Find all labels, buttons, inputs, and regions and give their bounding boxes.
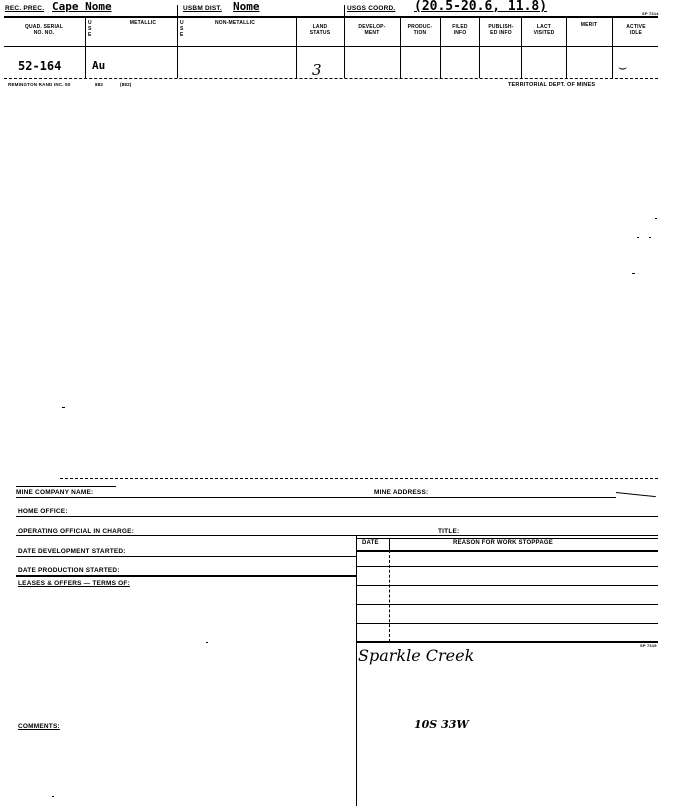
rule-prod-started [16,575,356,577]
rule-official [16,535,658,536]
col-active-idle: ACTIVE IDLE [626,24,646,36]
row-land-status: 3 [312,61,322,79]
form-code-top: SP 7314 [642,11,659,16]
row-quad-serial: 52-164 [18,59,62,73]
operating-official-label: OPERATING OFFICIAL IN CHARGE: [18,528,135,535]
col-metallic: METALLIC [129,20,157,26]
col-last-visited: LACT VISITED [533,24,555,36]
rule-home-office [16,516,658,517]
usgs-coord-label: USGS COORD. [347,5,396,12]
footer-code-1: 882 [95,82,104,87]
divider-9 [566,16,567,78]
rule-company [16,497,616,498]
col-production: PRODUC- TION [407,24,433,36]
divider-7 [479,16,480,78]
usgs-coord-value: (20.5-20.6, 11.8) [414,0,548,14]
divider-8 [521,16,522,78]
divider-2 [177,5,178,78]
usbm-dist-label: USBM DIST. [183,5,222,12]
rule-date-header-top [356,538,658,539]
divider-5 [400,16,401,78]
scan-speck [62,407,65,408]
comments-label: COMMENTS: [18,723,60,730]
scan-speck [206,642,208,643]
reason-column-label: REASON FOR WORK STOPPAGE [453,540,553,546]
date-column-label: DATE [362,540,379,546]
divider-6 [440,16,441,78]
mine-company-name-label: MINE COMPANY NAME: [16,489,94,496]
col-development: DEVELOP- MENT [358,24,386,36]
rec-prec-value: Cape Nome [52,0,112,13]
stoppage-row-4 [356,623,658,624]
back-top-rule [60,478,658,479]
card-bottom-rule [4,78,658,79]
divider-10 [612,16,613,78]
scan-speck [649,237,651,238]
handwritten-location: 10S 33W [414,718,469,731]
header-bottom-rule [4,46,658,47]
col-published-info: PUBLISH- ED INFO [488,24,514,36]
header-top-rule [4,16,658,18]
form-code-bottom: SP 7315 [640,643,657,648]
col-use-2: U S E [180,20,184,38]
mine-address-label: MINE ADDRESS: [374,489,429,496]
footer-code-2: (882) [120,82,132,87]
back-curl-line [16,486,116,487]
usbm-dist-value: Nome [233,0,260,13]
back-vertical-divider [356,536,357,806]
footer-left: REMINGTON RAND INC. 50 [8,82,71,87]
stoppage-date-divider [389,550,390,642]
col-quad-serial-no: QUAD. SERIAL NO. NO. [24,24,64,36]
rule-date-header-bottom [356,550,658,552]
scan-speck [655,218,657,219]
col-non-metallic: NON-METALLIC [214,20,256,26]
col-filed-info: FILED INFO [452,24,468,36]
divider-1 [85,16,86,78]
stoppage-row-5 [356,641,658,643]
col-merit: MERIT [580,22,598,28]
col-land-status: LAND STATUS [309,24,331,36]
stoppage-row-3 [356,604,658,605]
scan-speck [637,237,639,238]
rec-prec-label: REC. PREC. [5,5,45,12]
footer-right: TERRITORIAL DEPT. OF MINES [508,82,596,88]
stoppage-row-2 [356,585,658,586]
rule-company-curl [616,492,656,497]
divider-3 [296,16,297,78]
scan-speck [52,796,54,797]
home-office-label: HOME OFFICE: [18,508,68,515]
date-reason-divider [389,538,390,550]
row-metallic: Au [92,59,106,72]
col-use-1: U S E [88,20,92,38]
row-active-idle-mark: ⌣ [618,60,628,76]
date-production-started-label: DATE PRODUCTION STARTED: [18,567,120,574]
scan-speck [632,273,635,274]
stoppage-row-1 [356,566,658,567]
handwritten-name: Sparkle Creek [358,646,475,665]
date-development-started-label: DATE DEVELOPMENT STARTED: [18,548,126,555]
rule-dev-started [16,556,356,557]
title-label: TITLE: [438,528,460,535]
divider-4 [344,5,345,78]
leases-offers-label: LEASES & OFFERS — TERMS OF: [18,580,130,587]
